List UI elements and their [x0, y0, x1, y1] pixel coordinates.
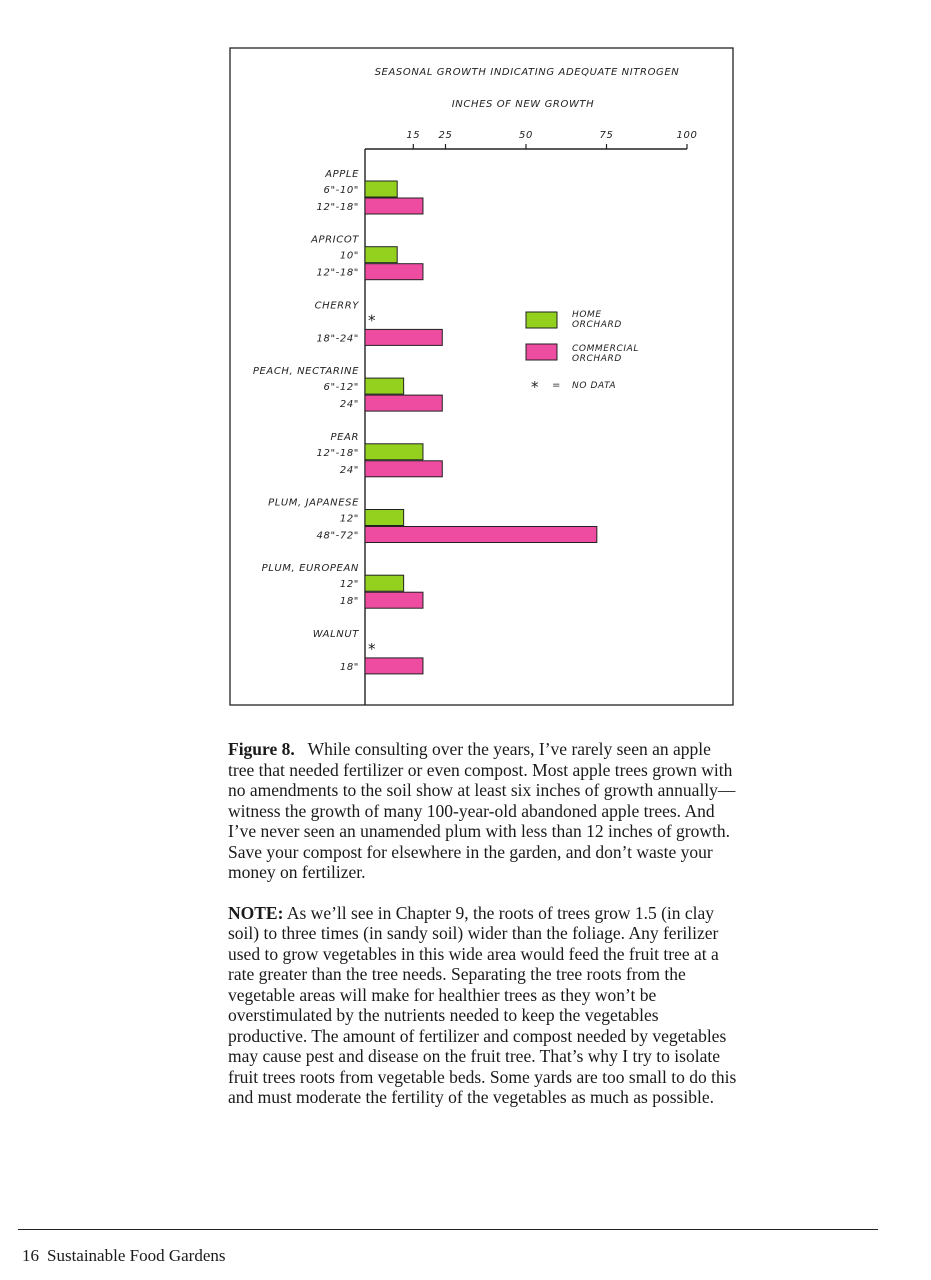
row-label-1-1: 12"-18"	[316, 267, 359, 279]
note-paragraph	[228, 903, 738, 1108]
axes	[365, 149, 687, 705]
bar-7-commercial	[365, 658, 423, 674]
legend-no-data-label: NO DATA	[572, 381, 617, 391]
row-label-5-0: 12"	[339, 513, 359, 525]
bar-6-commercial	[365, 592, 423, 608]
group-label-2: CHERRY	[314, 300, 359, 312]
book-title: Sustainable Food Gardens	[47, 1246, 226, 1265]
group-label-6: PLUM, EUROPEAN	[261, 563, 359, 575]
x-tick-label-0: 15	[406, 130, 421, 141]
bar-4-home	[365, 444, 423, 460]
group-label-0: APPLE	[325, 169, 359, 180]
row-label-6-0: 12"	[339, 579, 359, 591]
no-data-mark-7: *	[368, 639, 376, 658]
legend-swatch-home	[526, 312, 557, 328]
row-label-7-1: 18"	[339, 661, 359, 673]
legend	[526, 310, 639, 396]
no-data-mark-2: *	[368, 311, 376, 330]
page-number: 16	[22, 1246, 39, 1265]
legend-label-commercial-1: COMMERCIAL	[572, 344, 639, 354]
legend-label-commercial-2: ORCHARD	[572, 354, 622, 364]
bar-3-commercial	[365, 395, 442, 411]
figure-caption	[228, 739, 738, 883]
footer-rule	[18, 1229, 878, 1230]
row-label-4-0: 12"-18"	[316, 447, 359, 459]
legend-swatch-commercial	[526, 344, 557, 360]
x-tick-label-1: 25	[438, 130, 453, 141]
bar-0-commercial	[365, 198, 423, 214]
bar-2-commercial	[365, 329, 442, 345]
group-label-4: PEAR	[330, 431, 359, 443]
legend-label-home-1: HOME	[572, 310, 602, 320]
figure-text: While consulting over the years, I’ve rarely seen an apple tree that needed fertilizer or even compost. Most apple trees grown with no amendments to the soil show at least six inches of growth annually—witness the growth of many 100-year-old abandoned apple trees. And I’ve never seen an unamended plum with less than 12 inches of growth. Save your compost for elsewhere in the garden, and don’t waste your money on fertilizer.	[228, 739, 736, 882]
note-label: NOTE:	[228, 902, 284, 923]
row-label-3-1: 24"	[339, 399, 359, 411]
row-label-3-0: 6"-12"	[323, 382, 359, 394]
legend-no-data-symbol: *	[531, 378, 539, 396]
bar-1-commercial	[365, 264, 423, 280]
caption	[228, 739, 738, 1128]
x-axis-label: INCHES OF NEW GROWTH	[451, 99, 595, 110]
bars	[365, 181, 597, 674]
group-label-7: WALNUT	[312, 628, 359, 640]
chart-title: SEASONAL GROWTH INDICATING ADEQUATE NITROGEN	[374, 67, 680, 78]
x-tick-label-2: 50	[519, 130, 533, 141]
bar-5-commercial	[365, 527, 597, 543]
x-ticks	[406, 130, 697, 149]
x-tick-label-3: 75	[599, 130, 614, 141]
row-label-0-1: 12"-18"	[316, 202, 359, 213]
legend-label-home-2: ORCHARD	[572, 320, 622, 330]
legend-no-data-eq: =	[552, 380, 561, 391]
note-text: As we’ll see in Chapter 9, the roots of trees grow 1.5 (in clay soil) to three times (in sandy soil) wider than the foliage. Any ferilizer used to grow vegetables in this wide area would feed the fruit tree at a rate greater than the tree needs. Separating the tree roots from the vegetable areas will make for healthier trees as they won’t be overstimulated by the nutrients needed to keep the vegetables productive. The amount of fertilizer and compost needed by vegetables may cause pest and disease on the fruit tree. That’s why I try to isolate fruit trees roots from vegetable beds. Some yards are too small to do this and must moderate the fertility of the vegetables as much as possible.	[228, 902, 737, 1107]
row-label-5-1: 48"-72"	[316, 530, 359, 542]
row-label-6-1: 18"	[339, 596, 359, 608]
group-label-1: APRICOT	[311, 234, 359, 246]
bar-0-home	[365, 181, 397, 197]
bar-1-home	[365, 247, 397, 263]
row-label-1-0: 10"	[339, 250, 359, 262]
group-label-3: PEACH, NECTARINE	[252, 366, 359, 378]
group-label-5: PLUM, JAPANESE	[268, 497, 359, 509]
row-label-0-0: 6"-10"	[323, 185, 359, 196]
x-tick-label-4: 100	[676, 130, 698, 141]
page-footer	[22, 1246, 225, 1266]
bar-6-home	[365, 575, 404, 591]
bar-3-home	[365, 378, 404, 394]
row-label-4-1: 24"	[339, 464, 359, 476]
bar-4-commercial	[365, 461, 442, 477]
row-labels	[253, 169, 359, 673]
row-label-2-1: 18"-24"	[316, 333, 359, 345]
bar-5-home	[365, 510, 404, 526]
figure-label: Figure 8.	[228, 739, 295, 759]
